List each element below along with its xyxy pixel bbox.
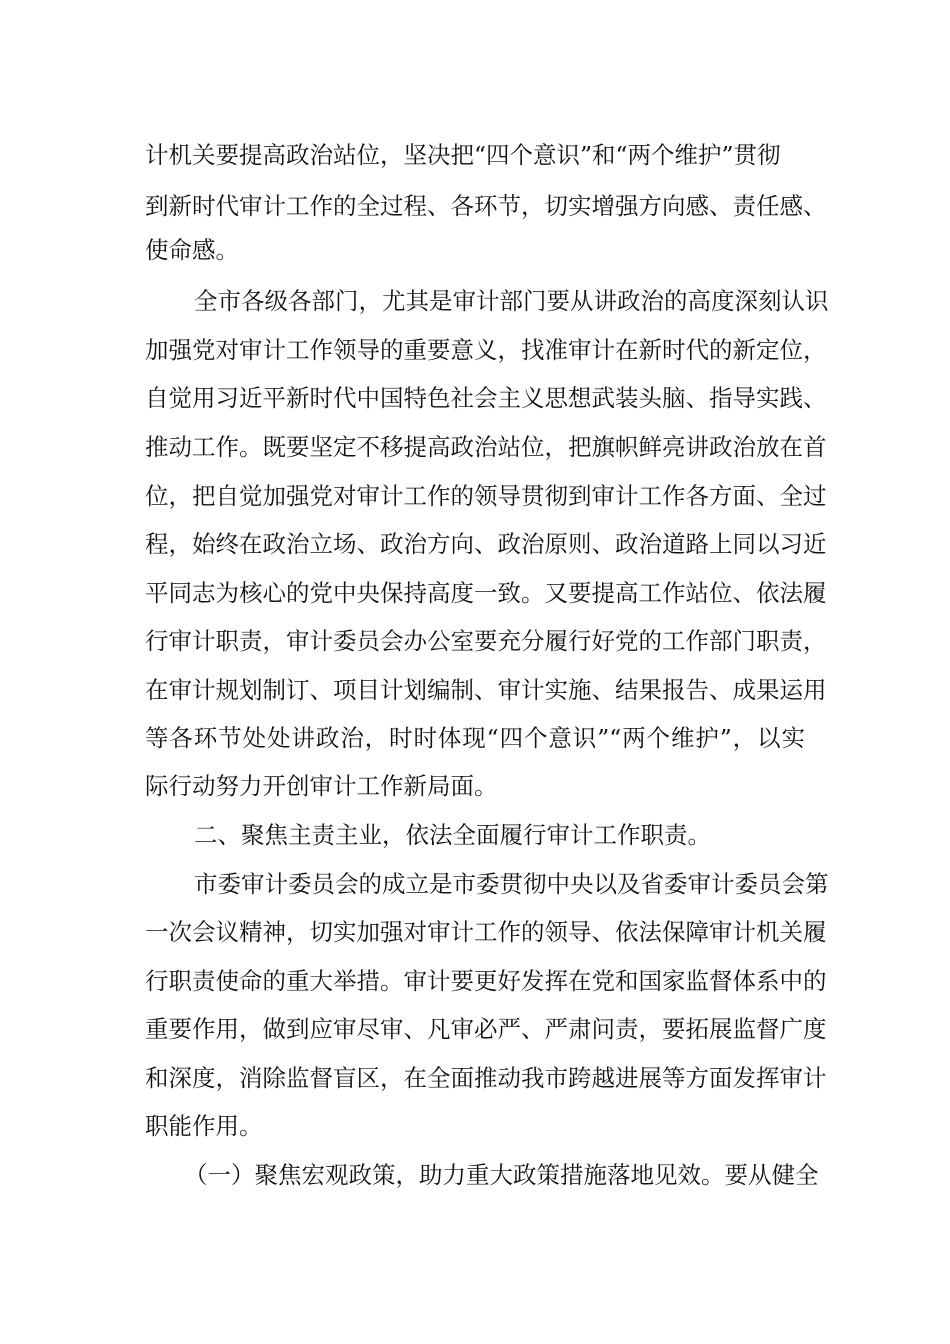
paragraph-start-line: 全市各级各部门，尤其是审计部门要从讲政治的高度深刻认识 [194,287,829,315]
text-line: 等各环节处处讲政治，时时体现“四个意识”“两个维护”，以实 [145,724,805,752]
text-line: 计机关要提高政治站位，坚决把“四个意识”和“两个维护”贯彻 [145,141,781,169]
text-line: 际行动努力开创审计工作新局面。 [145,772,498,800]
text-line: 自觉用习近平新时代中国特色社会主义思想武装头脑、指导实践、 [145,384,827,412]
text-line: 重要作用，做到应审尽审、凡审必严、严肃问责，要拓展监督广度 [145,1015,827,1043]
text-line: 和深度，消除监督盲区，在全面推动我市跨越进展等方面发挥审计 [145,1064,827,1092]
text-line: 到新时代审计工作的全过程、各环节，切实增强方向感、责任感、 [145,192,827,220]
paragraph-start-line: 市委审计委员会的成立是市委贯彻中央以及省委审计委员会第 [194,870,829,898]
text-line: 行职责使命的重大举措。审计要更好发挥在党和国家监督体系中的 [145,967,827,995]
text-line: 推动工作。既要坚定不移提高政治站位，把旗帜鲜亮讲政治放在首 [145,433,827,461]
text-line: 平同志为核心的党中央保持高度一致。又要提高工作站位、依法履 [145,579,827,607]
text-line: 使命感。 [145,236,239,264]
text-line: 位，把自觉加强党对审计工作的领导贯彻到审计工作各方面、全过 [145,482,827,510]
text-line: 职能作用。 [145,1112,263,1140]
text-line: 程，始终在政治立场、政治方向、政治原则、政治道路上同以习近 [145,530,827,558]
text-line: 一次会议精神，切实加强对审计工作的领导、依法保障审计机关履 [145,918,827,946]
text-line: 行审计职责，审计委员会办公室要充分履行好党的工作部门职责， [145,627,827,655]
subsection-heading: （一）聚焦宏观政策，助力重大政策措施落地见效。要从健全 [184,1161,819,1189]
section-heading: 二、聚焦主责主业，依法全面履行审计工作职责。 [194,821,711,849]
text-line: 在审计规划制订、项目计划编制、审计实施、结果报告、成果运用 [145,676,827,704]
text-line: 加强党对审计工作领导的重要意义，找准审计在新时代的新定位， [145,336,827,364]
